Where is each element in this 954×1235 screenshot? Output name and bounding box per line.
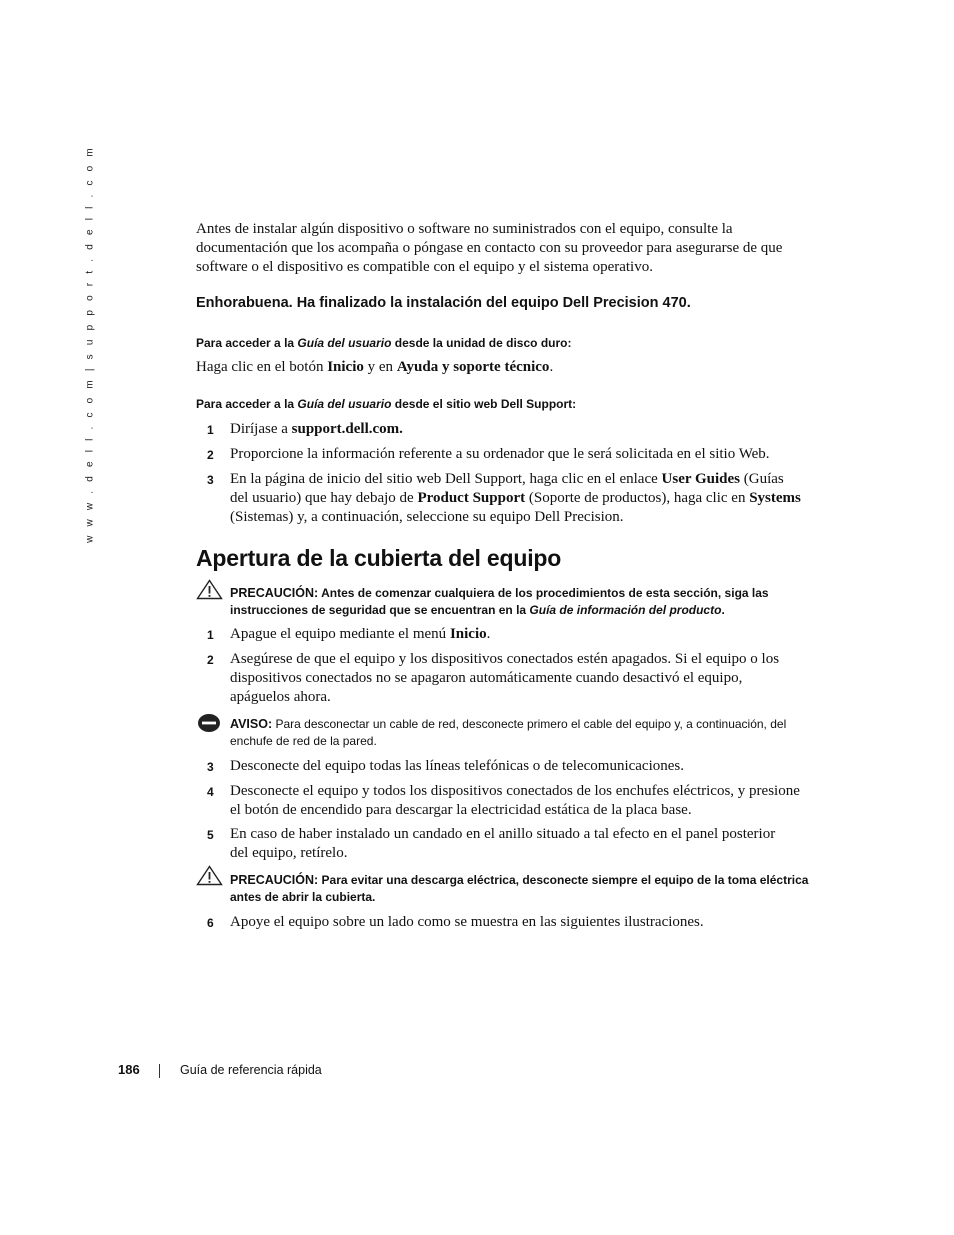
web-step-3: En la página de inicio del sitio web Dell Support, haga clic en el enlace User Guides (Guías del usuario) que hay debajo de Product Support (Soporte de productos), haga clic en Systems (Sistemas) y, a continuación, seleccione su equipo Dell Precision. (230, 471, 801, 525)
congrats-heading: Enhorabuena. Ha finalizado la instalación del equipo Dell Precision 470. (196, 295, 691, 311)
sidebar-url: w w w . d e l l . c o m | s u p p o r t . d e l l . c o m (84, 145, 96, 543)
step-number: 3 (207, 760, 214, 774)
footer-title: Guía de referencia rápida (180, 1063, 322, 1077)
step-number: 1 (207, 628, 214, 642)
notice-circle-icon (197, 713, 221, 733)
cover-step-4: Desconecte el equipo y todos los dispositivos conectados de los enchufes eléctricos, y presione el botón de encendido para descargar la electricidad estática de la placa base. (230, 783, 800, 818)
page-number: 186 (118, 1062, 140, 1077)
warning-triangle-icon (196, 579, 223, 600)
caution-note-1: PRECAUCIÓN: Antes de comenzar cualquiera de los procedimientos de esta sección, siga las instrucciones de seguridad que se encuentran en la Guía de información del producto. (230, 586, 769, 617)
cover-step-2: Asegúrese de que el equipo y los dispositivos conectados estén apagados. Si el equipo o los dispositivos conectados no se apagaron automáticamente cuando desactivó el equipo, apáguelos ahora. (230, 651, 780, 705)
footer-divider (159, 1064, 160, 1078)
step-number: 2 (207, 653, 214, 667)
caution-note-2: PRECAUCIÓN: Para evitar una descarga eléctrica, desconecte siempre el equipo de la toma eléctrica antes de abrir la cubierta. (230, 873, 809, 904)
hd-instruction: Haga clic en el botón Inicio y en Ayuda y soporte técnico. (196, 359, 554, 375)
step-number: 4 (207, 785, 214, 799)
notice-note: AVISO: Para desconectar un cable de red, desconecte primero el cable del equipo y, a continuación, del enchufe de red de la pared. (230, 717, 787, 748)
step-number: 6 (207, 916, 214, 930)
cover-step-1: Apague el equipo mediante el menú Inicio. (230, 626, 491, 642)
step-number: 1 (207, 423, 214, 437)
cover-step-6: Apoye el equipo sobre un lado como se muestra en las siguientes ilustraciones. (230, 914, 704, 930)
web-step-1: Diríjase a support.dell.com. (230, 421, 403, 437)
step-number: 2 (207, 448, 214, 462)
intro-line: software o el dispositivo es compatible con el equipo y el sistema operativo. (196, 259, 653, 275)
cover-step-5: En caso de haber instalado un candado en el anillo situado a tal efecto en el panel posterior del equipo, retírelo. (230, 826, 776, 861)
intro-line: Antes de instalar algún dispositivo o software no suministrados con el equipo, consulte la (196, 221, 733, 237)
section-heading: Apertura de la cubierta del equipo (196, 545, 562, 571)
web-step-2: Proporcione la información referente a su ordenador que le será solicitada en el sitio Web. (230, 446, 770, 462)
intro-line: documentación que los acompaña o póngase en contacto con su proveedor para asegurarse de que (196, 240, 783, 256)
intro-paragraph (196, 220, 816, 277)
cover-step-3: Desconecte del equipo todas las líneas telefónicas o de telecomunicaciones. (230, 758, 684, 774)
step-number: 3 (207, 473, 214, 487)
hd-subheading: Para acceder a la Guía del usuario desde la unidad de disco duro: (196, 336, 572, 350)
web-subheading: Para acceder a la Guía del usuario desde el sitio web Dell Support: (196, 397, 577, 411)
warning-triangle-icon (196, 865, 223, 886)
step-number: 5 (207, 828, 214, 842)
